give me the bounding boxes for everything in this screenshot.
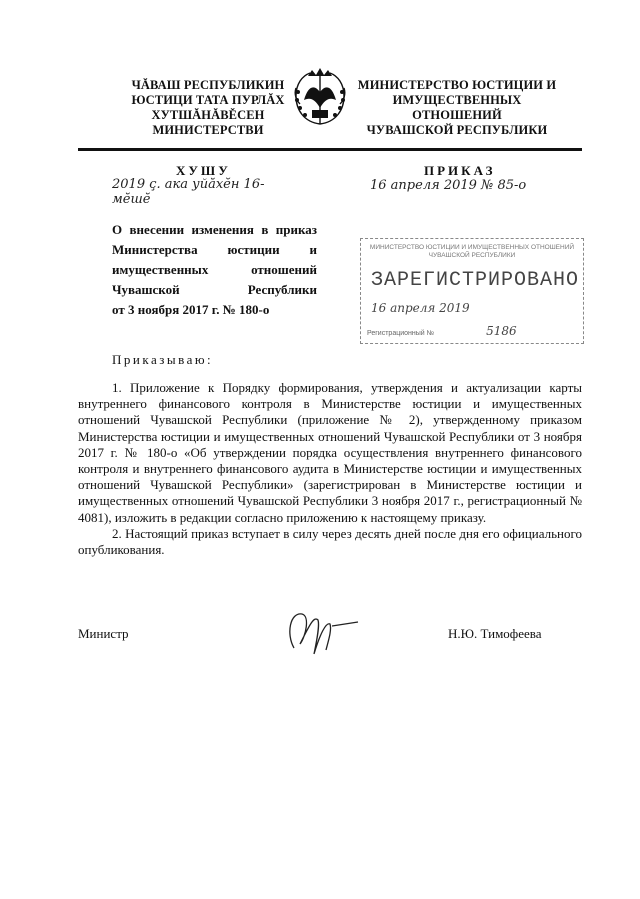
order-subject <box>112 220 317 320</box>
header-left-chuvash <box>112 78 304 138</box>
header-divider <box>78 148 582 151</box>
handwritten-date-number-right: 16 апреля 2019 № 85-о <box>370 178 527 193</box>
subject-line: О внесении изменения в приказ <box>112 222 317 237</box>
body-paragraph: 2. Настоящий приказ вступает в силу через десять дней после дня его официального опубликования. <box>78 525 582 558</box>
handwritten-date-left: 2019 ҫ. ака уйӑхĕн 16-мӗшĕ <box>112 177 265 207</box>
body-paragraph: 1. Приложение к Порядку формирования, утверждения и актуализации карты внутреннего финансового контроля в Министерстве юстиции и имущественных отношений Чувашской Республики (приложение № 2), утвержденному приказом Министерства юстиции и имущественных отношений Чувашской Республики от 3 ноября 2017 г. № 180-о «Об утверждении порядка осуществления внутреннего финансового контроля и внутреннего финансового аудита в Министерстве юстиции и имущественных отношений Чувашской Республики» (зарегистрирован в Министерстве юстиции и имущественных отношений Чувашской Республики 3 ноября 2017 г., регистрационный № 4081), изложить в редакции согласно приложению к настоящему приказу. <box>78 380 582 525</box>
header-left-line: ХУТШĂНĂВĚСЕН <box>151 108 265 122</box>
subject-line: от 3 ноября 2017 г. № 180-о <box>112 302 270 317</box>
stamp-title: ЗАРЕГИСТРИРОВАНО <box>371 269 580 292</box>
header-right-line: МИНИСТЕРСТВО ЮСТИЦИИ И <box>357 78 557 92</box>
order-body <box>78 380 582 558</box>
stamp-date: 16 апреля 2019 <box>371 301 470 315</box>
signer-title: Министр <box>78 626 129 641</box>
header-left-line: МИНИСТЕРСТВИ <box>152 123 264 137</box>
chuvash-emblem-icon <box>290 64 350 130</box>
stamp-reg-number: 5186 <box>486 324 517 338</box>
header-left-line: ЧĂВАШ РЕСПУБЛИКИН <box>131 78 285 92</box>
order-word: Приказываю: <box>112 352 214 367</box>
signer-name: Н.Ю. Тимофеева <box>448 626 542 641</box>
subject-line: Чувашской Республики <box>112 282 317 297</box>
subject-line: Министерства юстиции и <box>112 242 317 257</box>
doc-label-chuvash: ХУШУ <box>176 163 231 178</box>
header-right-line: ИМУЩЕСТВЕННЫХ ОТНОШЕНИЙ <box>392 93 522 122</box>
registration-stamp <box>360 238 584 344</box>
subject-line: имущественных отношений <box>112 262 317 277</box>
header-right-line: ЧУВАШСКОЙ РЕСПУБЛИКИ <box>366 123 548 137</box>
stamp-org: МИНИСТЕРСТВО ЮСТИЦИИ И ИМУЩЕСТВЕННЫХ ОТНОШЕНИЙ ЧУВАШСКОЙ РЕСПУБЛИКИ <box>369 244 575 259</box>
signature-icon <box>280 604 360 660</box>
doc-label-russian: ПРИКАЗ <box>424 163 496 178</box>
stamp-reg-label: Регистрационный № <box>367 330 435 337</box>
header-right-russian <box>352 78 562 138</box>
stamp-reg-row <box>367 324 577 338</box>
header-left-line: ЮСТИЦИ ТАТА ПУРЛĂХ <box>131 93 285 107</box>
